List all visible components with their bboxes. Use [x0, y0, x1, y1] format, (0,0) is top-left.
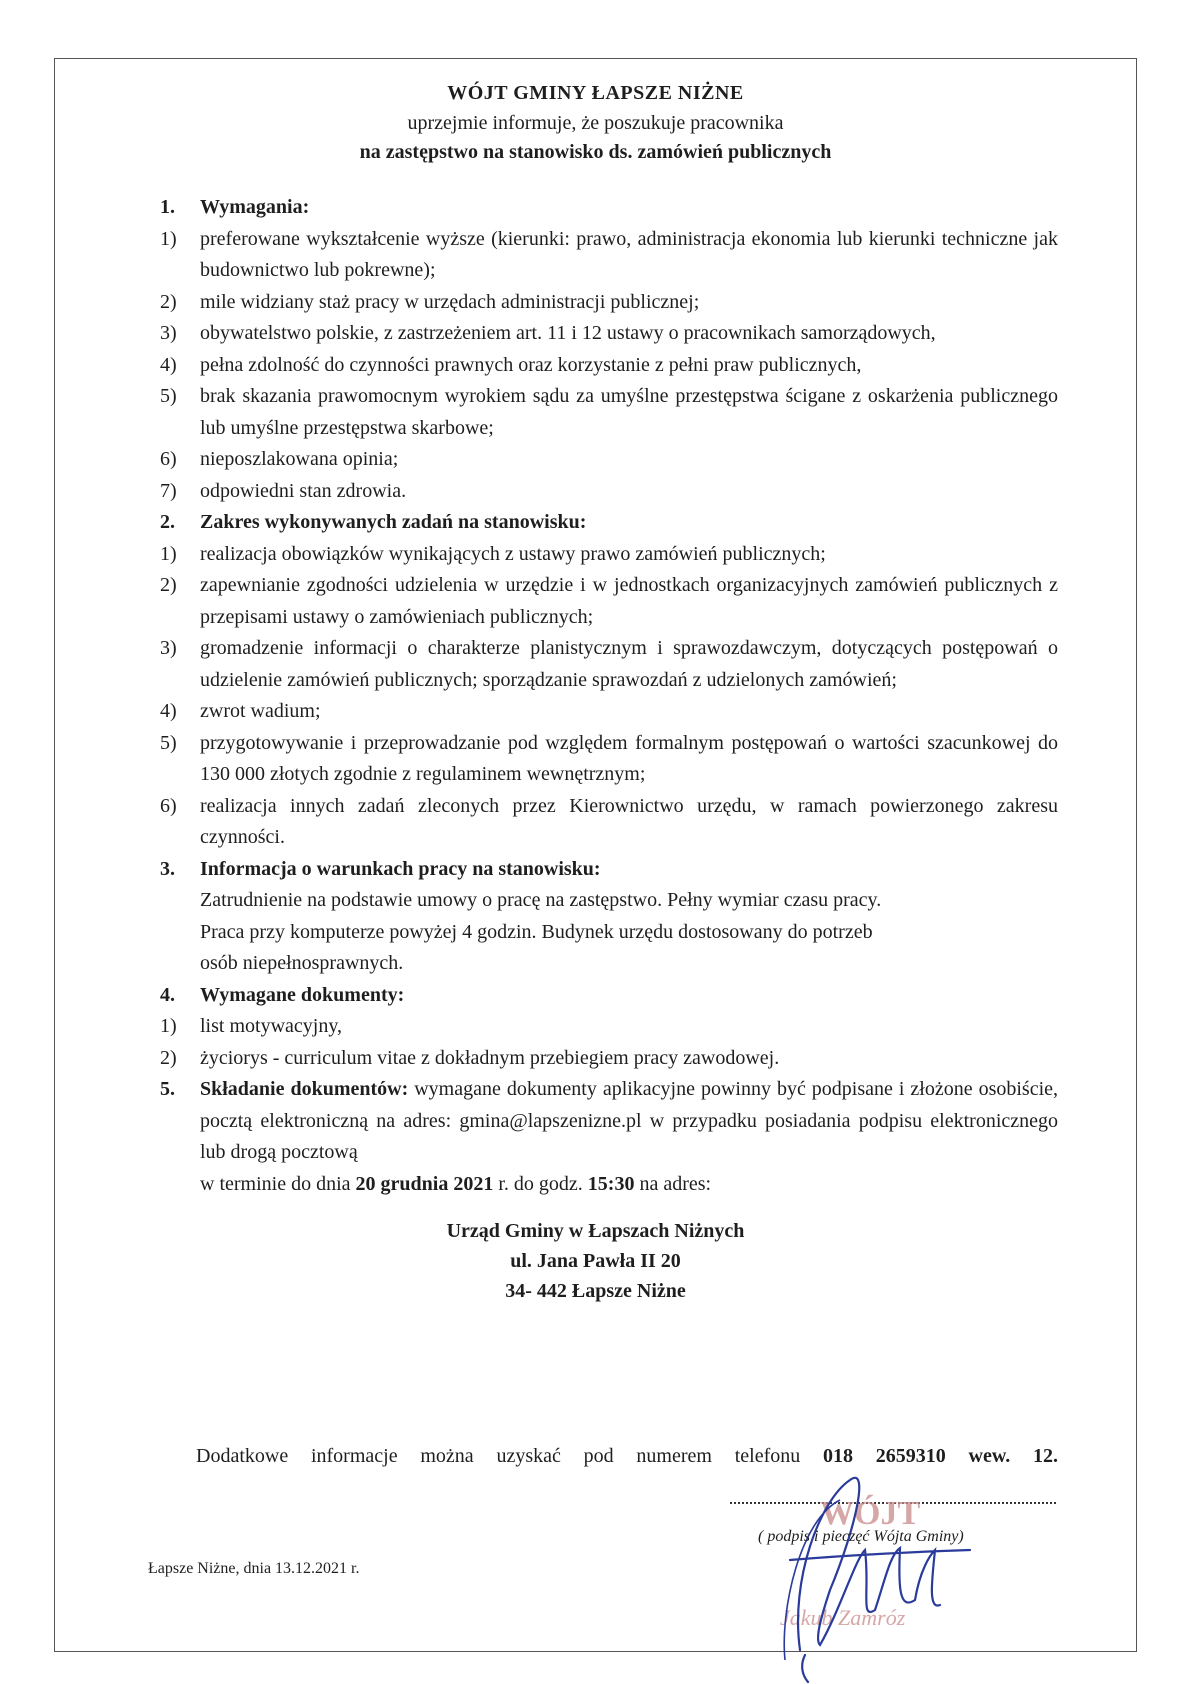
- documents-list: [160, 1011, 1058, 1074]
- list-item: 7) odpowiedni stan zdrowia.: [160, 479, 407, 502]
- phone-number: 018 2659310 wew. 12.: [823, 1445, 1058, 1467]
- list-item: 2) mile widziany staż pracy w urzędach administracji publicznej;: [160, 290, 700, 313]
- list-item: 6) realizacja innych zadań zleconych przez Kierownictwo urzędu, w ramach powierzonego zakresu czynności.: [160, 794, 1058, 848]
- office-street: ul. Jana Pawła II 20: [510, 1250, 681, 1272]
- deadline-date: 20 grudnia 2021: [355, 1172, 494, 1195]
- list-item: 3) gromadzenie informacji o charakterze planistycznym i sprawozdawczym, dotyczących postępowań o udzielenie zamówień publicznych; sporządzanie sprawozdań z udzielonych zamówień;: [160, 637, 1058, 691]
- office-postcode: 34- 442 Łapsze Niżne: [505, 1280, 686, 1302]
- list-item: 4) pełna zdolność do czynności prawnych oraz korzystanie z pełni praw publicznych,: [160, 353, 862, 376]
- document-title: WÓJT GMINY ŁAPSZE NIŻNE: [447, 82, 744, 104]
- requirements-list: [160, 224, 1058, 508]
- place-and-date: Łapsze Niżne, dnia 13.12.2021 r.: [148, 1560, 360, 1577]
- list-item: 2) zapewnianie zgodności udzielenia w urzędzie i w jednostkach organizacyjnych zamówień publicznych z przepisami ustawy o zamówieniach publicznych;: [160, 574, 1058, 628]
- submission-text: wymagane dokumenty aplikacyjne powinny być podpisane i złożone osobiście, pocztą elektroniczną na adres: gmina@lapszenizne.pl w przypadku posiadania podpisu elektronicznego lub drogą pocztową: [200, 1078, 1059, 1163]
- submission-heading: Składanie dokumentów:: [200, 1078, 409, 1100]
- list-item: 6) nieposzlakowana opinia;: [160, 448, 399, 470]
- section-duties-heading: 2. Zakres wykonywanych zadań na stanowisku:: [160, 511, 587, 533]
- list-item: 4) zwrot wadium;: [160, 700, 321, 722]
- section-documents-heading: 4. Wymagane dokumenty:: [160, 983, 405, 1006]
- list-item: 3) obywatelstwo polskie, z zastrzeżeniem art. 11 i 12 ustawy o pracownikach samorządowych,: [160, 322, 936, 344]
- section-conditions-heading: 3. Informacja o warunkach pracy na stanowisku:: [160, 857, 601, 880]
- list-item: 5) brak skazania prawomocnym wyrokiem sądu za umyślne przestępstwa ścigane z oskarżenia publicznego lub umyślne przestępstwa skarbowe;: [160, 385, 1058, 439]
- svg-text:WÓJT: WÓJT: [820, 1495, 921, 1532]
- office-name: Urząd Gminy w Łapszach Niżnych: [446, 1220, 745, 1242]
- list-item: 1) realizacja obowiązków wynikających z ustawy prawo zamówień publicznych;: [160, 542, 826, 565]
- contact-info: Dodatkowe informacje można uzyskać pod numerem telefonu 018 2659310 wew. 12.: [196, 1445, 1058, 1467]
- list-item: 2) życiorys - curriculum vitae z dokładnym przebiegiem pracy zawodowej.: [160, 1046, 780, 1069]
- section-submission: 5. Składanie dokumentów: wymagane dokumenty aplikacyjne powinny być podpisane i złożone osobiście, pocztą elektroniczną na adres: gmina@lapszenizne.pl w przypadku posiadania podpisu elektronicznego lub drogą pocztową: [160, 1078, 1059, 1163]
- duties-list: [160, 539, 1058, 854]
- list-item: 5) przygotowywanie i przeprowadzanie pod względem formalnym postępowań o wartości szacunkowej do 130 000 złotych zgodnie z regulaminem wewnętrznym;: [160, 731, 1058, 785]
- section-requirements-heading: 1. Wymagania:: [160, 196, 310, 218]
- conditions-text: Zatrudnienie na podstawie umowy o pracę na zastępstwo. Pełny wymiar czasu pracy. Praca przy komputerze powyżej 4 godzin. Budynek urzędu dostosowany do potrzeb osób niepełnosprawnych.: [200, 889, 882, 974]
- svg-text:Jakub Zamróz: Jakub Zamróz: [780, 1605, 906, 1630]
- submission-deadline: w terminie do dnia 20 grudnia 2021 r. do godz. 15:30 na adres:: [200, 1172, 712, 1195]
- position-title: na zastępstwo na stanowisko ds. zamówień publicznych: [359, 141, 832, 163]
- list-item: 1) list motywacyjny,: [160, 1015, 343, 1037]
- deadline-time: 15:30: [587, 1172, 635, 1195]
- document-body: [160, 192, 1058, 1200]
- list-item: 1) preferowane wykształcenie wyższe (kierunki: prawo, administracja ekonomia lub kierunki techniczne jak budownictwo lub pokrewne);: [160, 227, 1058, 281]
- signature-caption: ( podpis i pieczęć Wójta Gminy): [758, 1528, 964, 1545]
- signature-stamp-graphic: [760, 1460, 1010, 1684]
- document-subtitle: uprzejmie informuje, że poszukuje pracownika: [407, 112, 784, 134]
